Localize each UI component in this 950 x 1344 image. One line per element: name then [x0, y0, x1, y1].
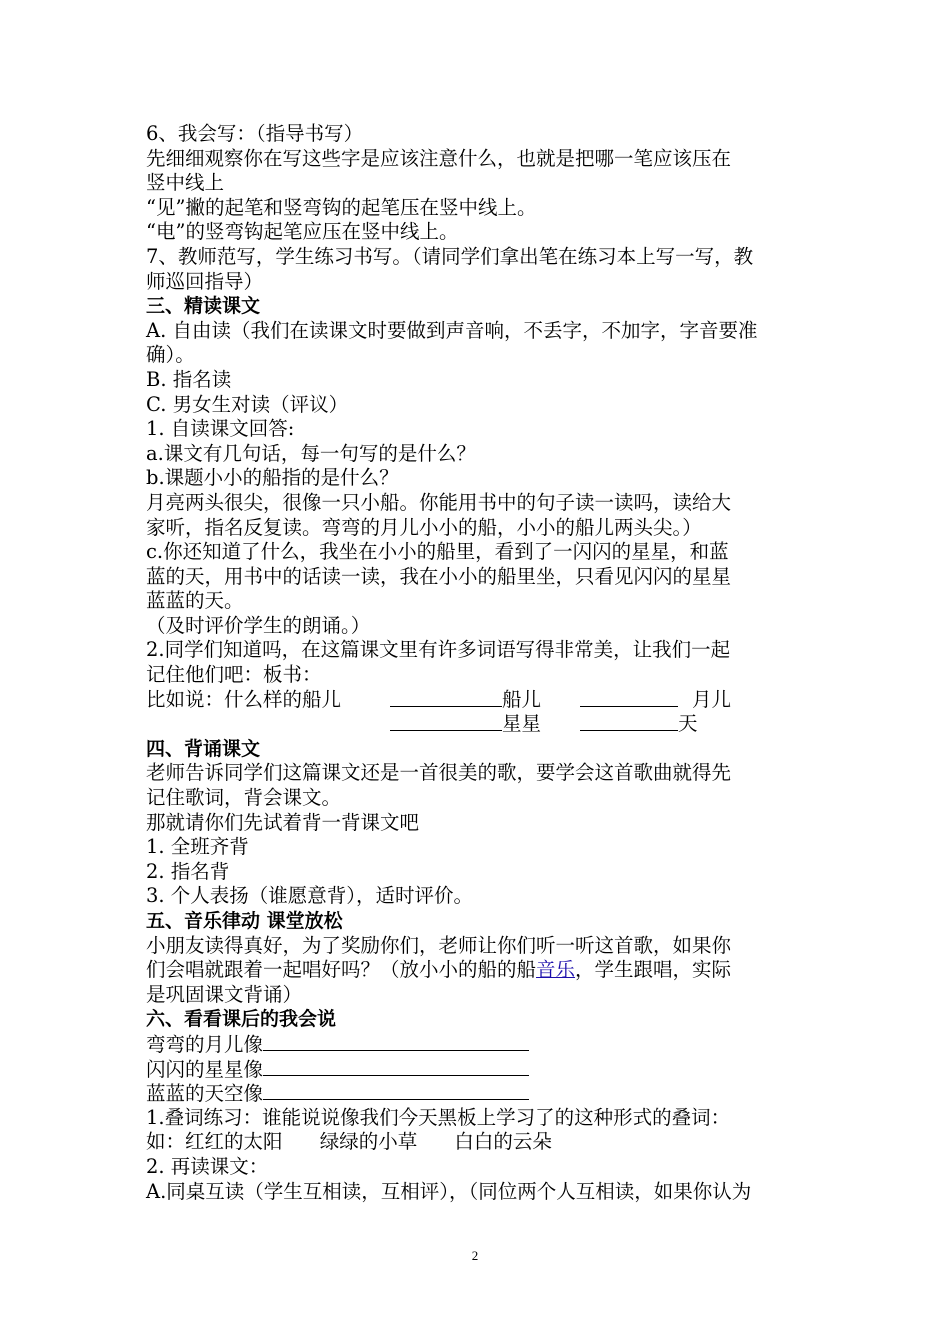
text-line: b.课题小小的船指的是什么？ [146, 466, 399, 490]
text-line: 家听，指名反复读。弯弯的月儿小小的船，小小的船儿两头尖。） [146, 515, 702, 539]
text-line: 蓝蓝的天。 [146, 589, 244, 613]
text-line: 记住他们吧：板书： [146, 663, 322, 687]
text-line: 那就请你们先试着背一背课文吧 [146, 810, 420, 834]
text-line: C. 男女生对读（评议） [146, 392, 349, 416]
text-line: 1. 自读课文回答: [146, 417, 295, 441]
text-line: 6、我会写：（指导书写） [146, 122, 364, 145]
text-line: 确）。 [146, 343, 195, 367]
board-prefix: 比如说：什么样的船儿 [146, 687, 342, 711]
board-word: 星星 [502, 712, 542, 736]
board-word: 天 [678, 712, 698, 736]
text-line: c.你还知道了什么，我坐在小小的船里，看到了一闪闪的星星，和蓝 [146, 540, 729, 564]
text-fragment: 们会唱就跟着一起唱好吗？（放小小的船的船 [146, 958, 537, 982]
board-blank [390, 712, 502, 738]
text-line: 2. 指名背 [146, 859, 230, 883]
text-fragment: ，学生跟唱，实际 [575, 958, 732, 982]
fill-line [146, 1032, 814, 1057]
section-heading: 六、看看课后的我会说 [146, 1008, 337, 1031]
fill-prompt: 闪闪的星星像 [146, 1057, 264, 1081]
text-line: 小朋友读得真好，为了奖励你们，老师让你们听一听这首歌，如果你 [146, 933, 732, 957]
text-line: “电”的竖弯钩起笔应压在竖中线上。 [146, 220, 459, 244]
board-blank [390, 688, 502, 714]
section-heading: 三、精读课文 [146, 295, 261, 318]
text-line: B. 指名读 [146, 367, 232, 391]
fill-blank [263, 1081, 529, 1100]
text-line: 7、教师范写，学生练习书写。（请同学们拿出笔在练习本上写一写，教 [146, 244, 754, 268]
section-heading: 四、背诵课文 [146, 737, 261, 760]
text-line: 先细细观察你在写这些字是应该注意什么，也就是把哪一笔应该压在 [146, 146, 732, 170]
text-line: 记住歌词，背会课文。 [146, 786, 342, 810]
board-blank [580, 688, 678, 714]
fill-blank [263, 1057, 529, 1076]
board-row-1 [146, 688, 814, 713]
text-line: （及时评价学生的朗诵。） [146, 613, 371, 637]
fill-line [146, 1057, 814, 1082]
text-line: 师巡回指导） [146, 269, 264, 293]
board-word: 月儿 [692, 687, 732, 711]
text-line: 2. 再读课文： [146, 1154, 269, 1178]
text-line: “见”撇的起笔和竖弯钩的起笔压在竖中线上。 [146, 195, 537, 219]
text-line: 竖中线上 [146, 171, 225, 195]
fill-line [146, 1081, 814, 1106]
text-line: 3. 个人表扬（谁愿意背），适时评价。 [146, 884, 474, 908]
fill-prompt: 弯弯的月儿像 [146, 1032, 264, 1056]
text-line: 老师告诉同学们这篇课文还是一首很美的歌，要学会这首歌曲就得先 [146, 761, 732, 785]
text-line: 1.叠词练习：谁能说说像我们今天黑板上学习了的这种形式的叠词： [146, 1105, 731, 1129]
board-row-2 [146, 712, 814, 737]
board-blank [580, 712, 678, 738]
board-word: 船儿 [502, 687, 542, 711]
text-line: 1. 全班齐背 [146, 835, 249, 859]
text-line: 是巩固课文背诵） [146, 982, 303, 1006]
text-line: 2.同学们知道吗，在这篇课文里有许多词语写得非常美，让我们一起 [146, 638, 731, 662]
text-line: 如：红红的太阳 绿绿的小草 白白的云朵 [146, 1130, 552, 1154]
fill-blank [263, 1032, 529, 1051]
text-line: A.同桌互读（学生互相读，互相评），（同位两个人互相读，如果你认为 [146, 1179, 752, 1203]
page-number: 2 [471, 1248, 479, 1263]
text-line: A. 自由读（我们在读课文时要做到声音响，不丢字，不加字，字音要准 [146, 318, 758, 342]
text-line: a.课文有几句话，每一句写的是什么？ [146, 441, 476, 465]
text-line: 蓝的天，用书中的话读一读，我在小小的船里坐，只看见闪闪的星星 [146, 564, 732, 588]
section-heading: 五、音乐律动 课堂放松 [146, 910, 343, 932]
document-body [146, 122, 814, 1204]
music-link[interactable]: 音乐 [536, 958, 576, 982]
text-line [146, 958, 814, 983]
fill-prompt: 蓝蓝的天空像 [146, 1082, 264, 1106]
text-line: 月亮两头很尖，很像一只小船。你能用书中的句子读一读吗，读给大 [146, 490, 732, 514]
